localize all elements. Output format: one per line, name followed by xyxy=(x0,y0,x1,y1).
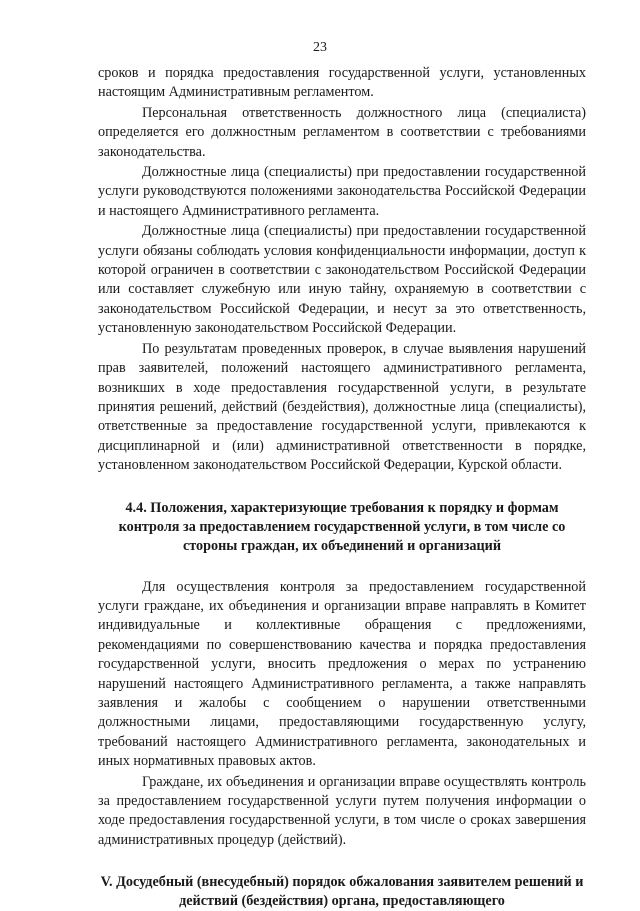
section-heading-4-4: 4.4. Положения, характеризующие требования к порядку и формам контроля за предоставлением государственной услуги, в том числе со стороны граждан, их объединений и организаций xyxy=(118,499,566,554)
spacer xyxy=(98,851,586,873)
paragraph: Должностные лица (специалисты) при предоставлении государственной услуги руководствуются положениями законодательства Российской Федерации и настоящего Административного регламента. xyxy=(98,164,586,219)
spacer xyxy=(98,477,586,499)
document-body xyxy=(98,64,586,911)
paragraph: Должностные лица (специалисты) при предоставлении государственной услуги обязаны соблюдать условия конфиденциальности информации, доступ к которой ограничен в соответствии с законодательством Российской Федерации или составляет служебную или иную тайну, охраняемую в соответствии с законодательством Российской Федерации, и несут за это ответственность, установленную законодательством Российской Федерации. xyxy=(98,223,586,337)
paragraph: сроков и порядка предоставления государственной услуги, установленных настоящим Административным регламентом. xyxy=(98,65,586,101)
paragraph: Для осуществления контроля за предоставлением государственной услуги граждане, их объединения и организации вправе направлять в Комитет индивидуальные и коллективные обращения с предложениями, рекомендациями по совершенствованию качества и порядка предоставления государственной услуги, вносить предложения о мерах по устранению нарушений настоящего Административного регламента, а также направлять заявления и жалобы с сообщением о нарушении ответственными должностными лицами, предоставляющими государственную услугу, требований настоящего Административного регламента, законодательных и иных нормативных правовых актов. xyxy=(98,578,586,770)
section-heading-v: V. Досудебный (внесудебный) порядок обжалования заявителем решений и действий (бездействия) органа, предоставляющего xyxy=(100,874,584,910)
spacer xyxy=(98,556,586,578)
paragraph: По результатам проведенных проверок, в случае выявления нарушений прав заявителей, положений настоящего административного регламента, возникших в ходе предоставления государственной услуги, в результате принятия решений, действий (бездействия), должностные лица (специалисты), ответственные за предоставление государственной услуги, привлекаются к дисциплинарной и (или) административной ответственности в порядке, установленном законодательством Российской Федерации, Курской области. xyxy=(98,340,586,474)
paragraph: Персональная ответственность должностного лица (специалиста) определяется его должностным регламентом в соответствии с требованиями законодательства. xyxy=(98,104,586,160)
page-number: 23 xyxy=(313,40,327,55)
paragraph: Граждане, их объединения и организации вправе осуществлять контроль за предоставлением государственной услуги путем получения информации о ходе предоставления государственной услуги, в том числе о сроках завершения административных процедур (действий). xyxy=(98,773,586,848)
